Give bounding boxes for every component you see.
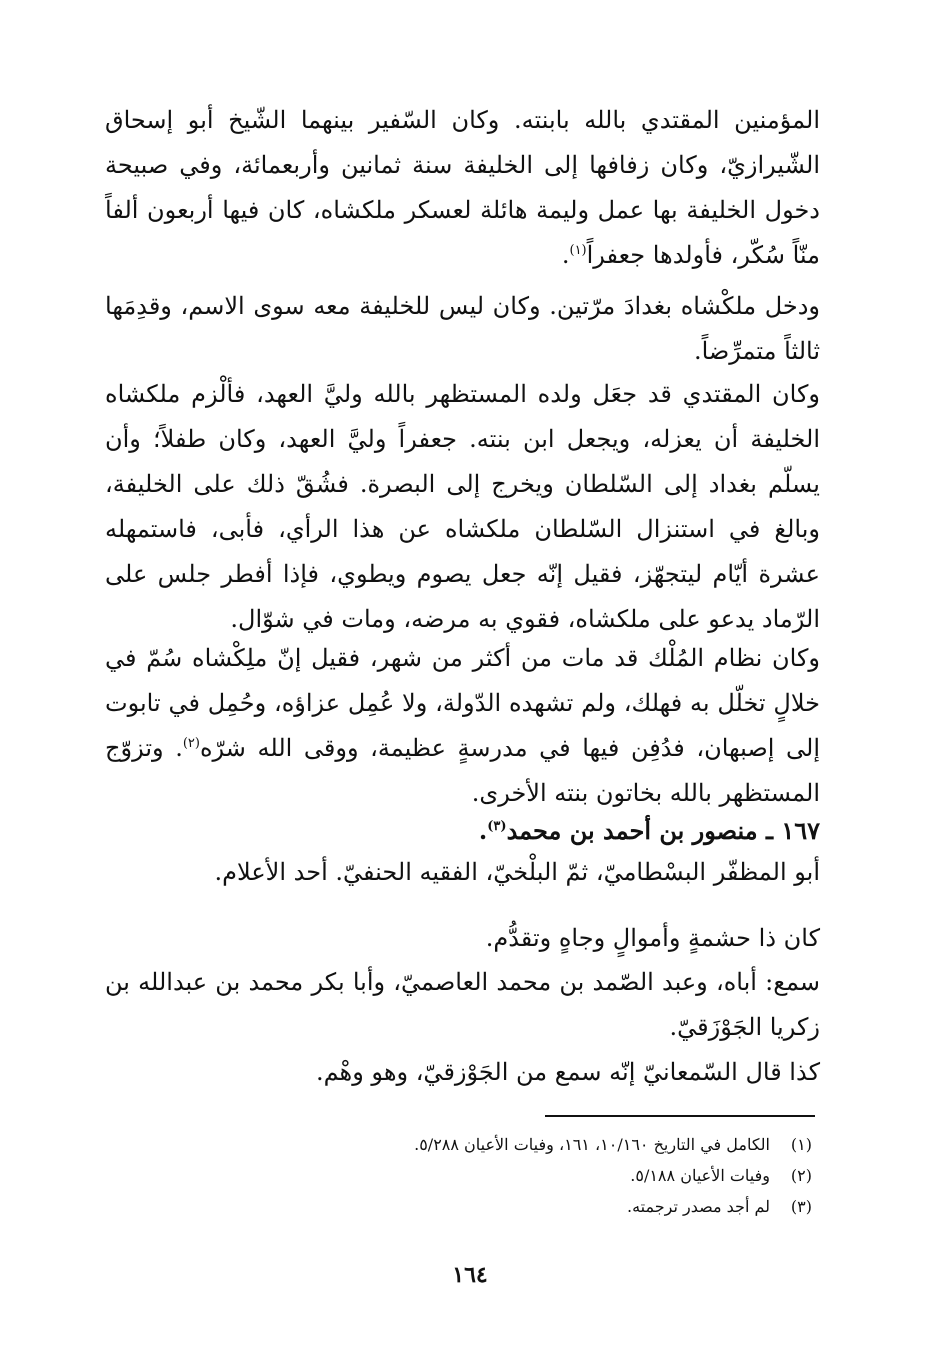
entry-heading — [105, 808, 820, 853]
footnote-marker: (١) — [569, 243, 587, 258]
footnote-marker: (٣) — [487, 819, 507, 834]
entry-lineage: أبو المظفّر البسْطاميّ، ثمّ البلْخيّ، الفقيه الحنفيّ. أحد الأعلام. — [214, 858, 820, 886]
footnote-marker: (٢) — [182, 736, 200, 751]
paragraph-teachers: سمع: أباه، وعبد الصّمد بن محمد العاصميّ، وأبا بكر محمد بن عبدالله بن زكريا الجَوْزَقيّ. — [105, 968, 820, 1041]
paragraph-tail: . — [561, 241, 570, 269]
entry-number: ١٦٧ ـ — [765, 816, 820, 845]
entry-tail: . — [478, 816, 488, 845]
footnote-number: (٢) — [790, 1166, 812, 1185]
paragraph-text: وكان نظام المُلْك قد مات من أكثر من شهر، فقيل إنّ ملِكْشاه سُمّ في خلالٍ تخلّل به فهلك، ولم تشهده الدّولة، ولا عُمِل عزاؤه، وحُمِل في تابوت إلى إصبهان، فدُفِن فيها في مدرسةٍ عظيمة، ووقى الله شرّه — [105, 644, 820, 762]
entry-name: منصور بن أحمد بن محمد — [506, 816, 758, 845]
paragraph-status: كان ذا حشمةٍ وأموالٍ وجاهٍ وتقدُّم. — [485, 924, 820, 952]
paragraph-nizam — [105, 636, 820, 816]
footnote-number: (١) — [790, 1135, 812, 1154]
footnote-2 — [212, 1163, 812, 1189]
footnote-text: لم أجد مصدر ترجمته. — [627, 1197, 770, 1216]
paragraph-succession: وكان المقتدي قد جعَل ولده المستظهر بالله وليَّ العهد، فألْزم ملكشاه الخليفة أن يعزله، ويجعل ابن بنته. جعفراً وليَّ العهد، وكان طفلاً؛ وأن يسلّم بغداد إلى السّلطان ويخرج إلى البصرة. فشُقّ ذلك على الخليفة، وبالغ في استنزال السّلطان ملكشاه عن هذا الرأي، فأبى، فاستمهله عشرة أيّام ليتجهّز، فقيل إنّه جعل يصوم ويطوي، فإذا أفطر جلس على الرّماد يدعو على ملكشاه، فقوي به مرضه، ومات في شوّال. — [105, 380, 821, 633]
footnote-1 — [212, 1132, 812, 1158]
paragraph-text: المؤمنين المقتدي بالله بابنته. وكان السّفير بينهما الشّيخ أبو إسحاق الشّيرازيّ، وكان زفافها إلى الخليفة سنة ثمانين وأربعمائة، وفي صبيحة دخول الخليفة بها عمل وليمة هائلة لعسكر ملكشاه، كان فيها أربعون ألفاً منّاً سُكّر، فأولدها جعفراً — [105, 106, 820, 269]
footnote-3 — [212, 1194, 812, 1220]
page-number: ١٦٤ — [452, 1262, 488, 1288]
paragraph-tail: . وتزوّج المستظهر بالله بخاتون بنته الأخرى. — [105, 734, 820, 807]
paragraph-marriage — [105, 98, 820, 278]
footnote-text: وفيات الأعيان ٥/١٨٨. — [630, 1166, 770, 1185]
footnote-divider — [545, 1115, 815, 1117]
paragraph-baghdad: ودخل ملكْشاه بغدادَ مرّتين. وكان ليس للخليفة معه سوى الاسم، وقدِمَها ثالثاً متمرِّضاً. — [105, 292, 820, 365]
footnote-text: الكامل في التاريخ ١٠/١٦٠، ١٦١، وفيات الأعيان ٥/٢٨٨. — [414, 1135, 770, 1154]
paragraph-samani: كذا قال السّمعانيّ إنّه سمع من الجَوْزقيّ، وهو وهْم. — [315, 1058, 820, 1086]
footnote-number: (٣) — [790, 1197, 812, 1216]
